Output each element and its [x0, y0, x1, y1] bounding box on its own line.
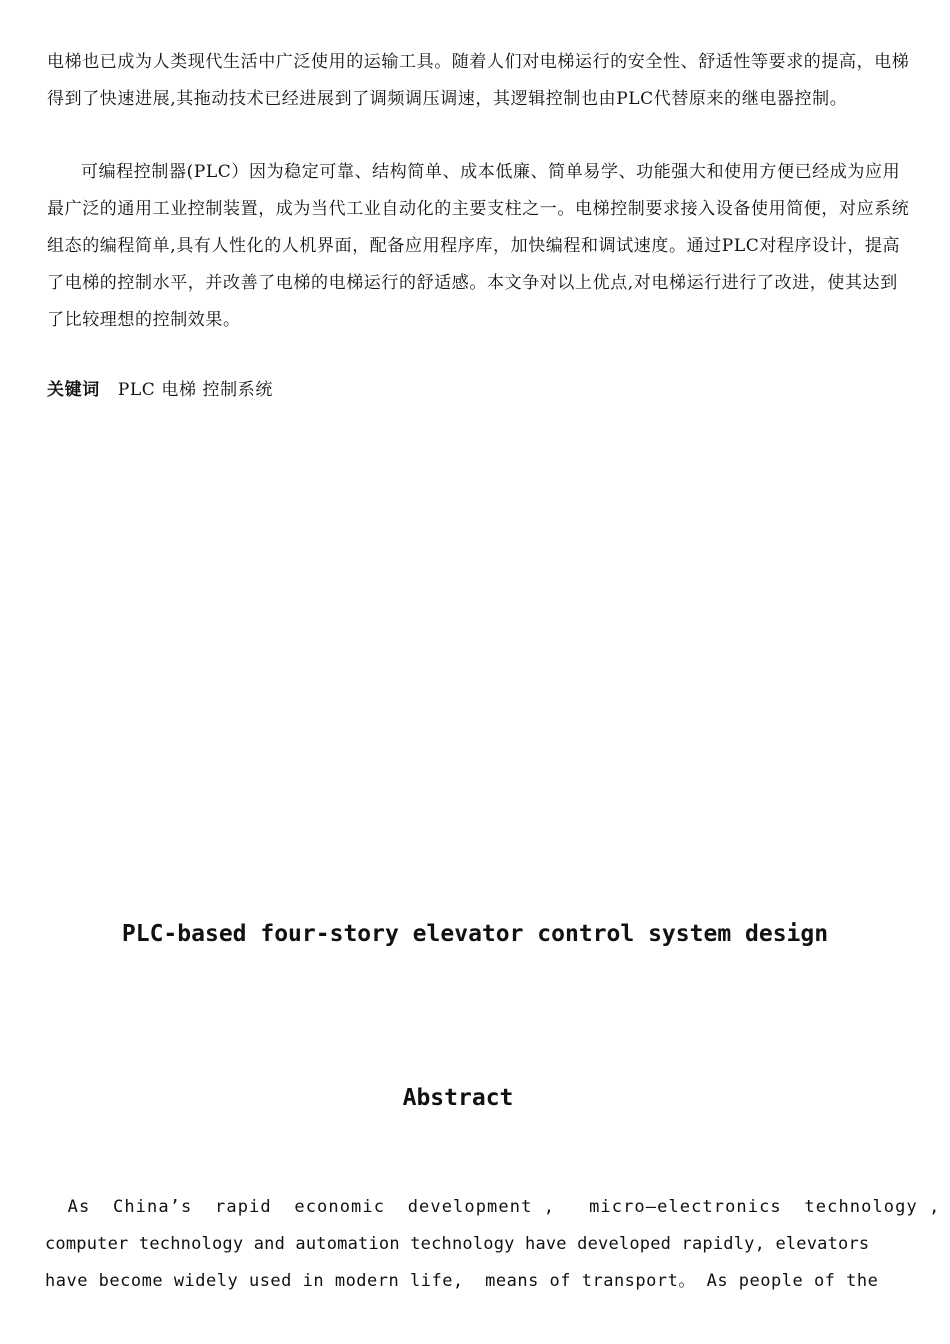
keywords-value: PLC 电梯 控制系统: [117, 380, 273, 400]
keywords-line: [47, 375, 273, 405]
english-abstract-line: computer technology and automation technology have developed rapidly, elevators: [45, 1234, 870, 1254]
chinese-abstract-paragraph-1: 电梯也已成为人类现代生活中广泛使用的运输工具。随着人们对电梯运行的安全性、舒适性等要求的提高，电梯得到了快速进展,其拖动技术已经进展到了调频调压调速，其逻辑控制也由PLC代替原来的继电器控制。: [47, 52, 910, 109]
chinese-abstract-paragraph-2: 可编程控制器(PLC）因为稳定可靠、结构简单、成本低廉、简单易学、功能强大和使用方便已经成为应用最广泛的通用工业控制装置，成为当代工业自动化的主要支柱之一。电梯控制要求接入设备使用简便，对应系统组态的编程简单,具有人性化的人机界面，配备应用程序库，加快编程和调试速度。通过PLC对程序设计，提高了电梯的控制水平，并改善了电梯的电梯运行的舒适感。本文争对以上优点,对电梯运行进行了改进，使其达到了比较理想的控制效果。: [47, 162, 910, 330]
abstract-heading: Abstract: [402, 1085, 514, 1111]
english-abstract-line: have become widely used in modern life, means of transport。 As people of the: [45, 1271, 879, 1291]
keywords-label: 关键词: [47, 380, 100, 400]
english-title: PLC-based four-story elevator control system design: [121, 921, 829, 947]
english-abstract-line: As China’s rapid economic development , micro—electronics technology ,: [45, 1197, 941, 1217]
